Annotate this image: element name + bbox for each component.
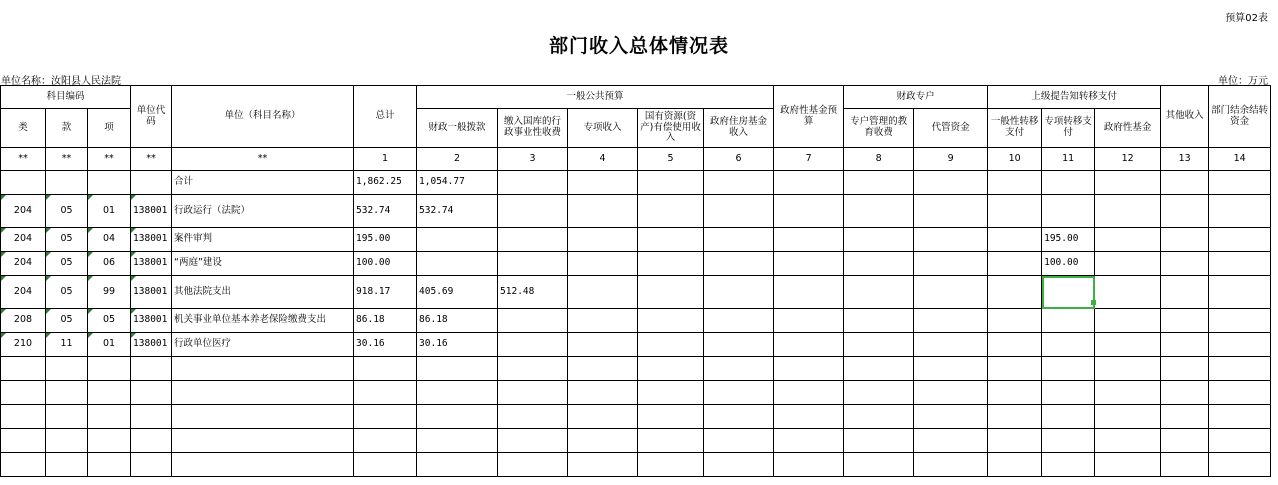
subject-name-cell[interactable]: 机关事业单位基本养老保险缴费支出 xyxy=(172,309,354,333)
lei-header[interactable]: 类 xyxy=(1,109,46,148)
xiang-cell[interactable]: 99 xyxy=(88,276,131,309)
data-cell[interactable] xyxy=(914,333,988,357)
data-cell[interactable] xyxy=(988,276,1042,309)
column-index-cell[interactable]: ** xyxy=(88,148,131,171)
data-cell[interactable] xyxy=(1209,309,1271,333)
other-income-header[interactable]: 其他收入 xyxy=(1161,86,1209,148)
empty-cell[interactable] xyxy=(131,453,172,477)
fiscal-special-account-header[interactable]: 财政专户 xyxy=(844,86,988,109)
empty-cell[interactable] xyxy=(46,429,88,453)
empty-cell[interactable] xyxy=(46,381,88,405)
data-cell[interactable] xyxy=(988,333,1042,357)
data-cell[interactable] xyxy=(914,276,988,309)
unit-code-cell[interactable]: 138001 xyxy=(131,309,172,333)
data-cell[interactable] xyxy=(844,309,914,333)
data-cell[interactable] xyxy=(1095,276,1161,309)
column-index-cell[interactable]: ** xyxy=(172,148,354,171)
empty-cell[interactable] xyxy=(1,405,46,429)
column-index-cell[interactable]: 7 xyxy=(774,148,844,171)
data-cell[interactable] xyxy=(844,252,914,276)
column-index-cell[interactable]: 2 xyxy=(417,148,498,171)
data-cell[interactable] xyxy=(1095,333,1161,357)
total-header[interactable]: 总计 xyxy=(354,86,417,148)
empty-cell[interactable] xyxy=(844,453,914,477)
fiscal-appropriation-cell[interactable]: 30.16 xyxy=(417,333,498,357)
empty-cell[interactable] xyxy=(354,381,417,405)
data-cell[interactable] xyxy=(774,171,844,195)
column-index-cell[interactable]: 6 xyxy=(704,148,774,171)
total-cell[interactable]: 195.00 xyxy=(354,228,417,252)
empty-cell[interactable] xyxy=(774,381,844,405)
empty-cell[interactable] xyxy=(172,453,354,477)
empty-cell[interactable] xyxy=(988,405,1042,429)
data-cell[interactable] xyxy=(638,333,704,357)
data-cell[interactable] xyxy=(1209,171,1271,195)
data-cell[interactable] xyxy=(774,309,844,333)
empty-cell[interactable] xyxy=(704,453,774,477)
page-title: 部门收入总体情况表 xyxy=(548,35,729,57)
lei-cell[interactable]: 204 xyxy=(1,195,46,228)
total-cell[interactable]: 918.17 xyxy=(354,276,417,309)
empty-cell[interactable] xyxy=(774,405,844,429)
lei-cell[interactable]: 204 xyxy=(1,228,46,252)
table-row xyxy=(1,333,1271,357)
data-cell[interactable] xyxy=(844,228,914,252)
empty-cell[interactable] xyxy=(498,381,568,405)
data-cell[interactable] xyxy=(1161,333,1209,357)
lei-cell[interactable]: 204 xyxy=(1,252,46,276)
empty-cell[interactable] xyxy=(131,357,172,381)
empty-cell[interactable] xyxy=(1042,453,1095,477)
data-cell[interactable] xyxy=(704,195,774,228)
xiang-header[interactable]: 项 xyxy=(88,109,131,148)
column-index-cell[interactable]: 3 xyxy=(498,148,568,171)
column-index-cell[interactable]: 5 xyxy=(638,148,704,171)
data-cell[interactable] xyxy=(1161,309,1209,333)
data-cell[interactable] xyxy=(1209,252,1271,276)
empty-cell[interactable] xyxy=(131,381,172,405)
empty-cell[interactable] xyxy=(498,429,568,453)
empty-cell[interactable] xyxy=(704,381,774,405)
empty-cell[interactable] xyxy=(914,453,988,477)
empty-cell[interactable] xyxy=(1209,429,1271,453)
data-cell[interactable] xyxy=(1161,276,1209,309)
column-index-cell[interactable]: ** xyxy=(131,148,172,171)
empty-cell[interactable] xyxy=(844,381,914,405)
empty-cell[interactable] xyxy=(844,429,914,453)
table-row xyxy=(1,171,1271,195)
empty-cell[interactable] xyxy=(172,429,354,453)
data-cell[interactable] xyxy=(774,252,844,276)
empty-cell[interactable] xyxy=(1209,405,1271,429)
data-cell[interactable] xyxy=(1209,228,1271,252)
fiscal-appropriation-header[interactable]: 财政一般拨款 xyxy=(417,109,498,148)
data-cell[interactable] xyxy=(914,171,988,195)
empty-cell[interactable] xyxy=(914,405,988,429)
data-cell[interactable] xyxy=(704,228,774,252)
lei-cell[interactable]: 210 xyxy=(1,333,46,357)
empty-cell[interactable] xyxy=(914,429,988,453)
empty-cell[interactable] xyxy=(1209,453,1271,477)
column-index-cell[interactable]: 12 xyxy=(1095,148,1161,171)
kuan-cell[interactable]: 05 xyxy=(46,252,88,276)
xiang-cell[interactable]: 01 xyxy=(88,333,131,357)
empty-cell[interactable] xyxy=(354,453,417,477)
empty-cell[interactable] xyxy=(1,357,46,381)
unit-subject-name-header[interactable]: 单位（科目名称） xyxy=(172,86,354,148)
data-cell[interactable] xyxy=(638,276,704,309)
fiscal-appropriation-cell[interactable]: 532.74 xyxy=(417,195,498,228)
empty-cell[interactable] xyxy=(88,357,131,381)
empty-cell[interactable] xyxy=(88,429,131,453)
column-index-cell[interactable]: 4 xyxy=(568,148,638,171)
xiang-cell[interactable]: 01 xyxy=(88,195,131,228)
column-index-cell[interactable]: ** xyxy=(46,148,88,171)
treasury-admin-fees-cell[interactable] xyxy=(498,171,568,195)
empty-cell[interactable] xyxy=(568,357,638,381)
kuan-cell[interactable] xyxy=(46,171,88,195)
data-cell[interactable] xyxy=(568,228,638,252)
kuan-cell[interactable]: 11 xyxy=(46,333,88,357)
data-cell[interactable] xyxy=(704,171,774,195)
empty-cell[interactable] xyxy=(172,381,354,405)
lei-cell[interactable]: 204 xyxy=(1,276,46,309)
xiang-cell[interactable]: 05 xyxy=(88,309,131,333)
lei-cell[interactable] xyxy=(1,171,46,195)
unit-code-cell[interactable]: 138001 xyxy=(131,276,172,309)
special-transfer-cell[interactable]: 100.00 xyxy=(1042,252,1095,276)
data-cell[interactable] xyxy=(914,309,988,333)
empty-cell[interactable] xyxy=(638,405,704,429)
data-cell[interactable] xyxy=(704,276,774,309)
subject-name-cell[interactable]: 案件审判 xyxy=(172,228,354,252)
data-cell[interactable] xyxy=(638,228,704,252)
subject-name-cell[interactable]: 行政运行（法院） xyxy=(172,195,354,228)
empty-row xyxy=(1,357,1271,381)
data-cell[interactable] xyxy=(568,171,638,195)
gov-fund-budget-header[interactable]: 政府性基金预算 xyxy=(774,86,844,148)
total-cell[interactable]: 532.74 xyxy=(354,195,417,228)
empty-cell[interactable] xyxy=(1095,429,1161,453)
empty-cell[interactable] xyxy=(417,405,498,429)
empty-cell[interactable] xyxy=(498,405,568,429)
empty-row xyxy=(1,381,1271,405)
data-cell[interactable] xyxy=(568,276,638,309)
empty-cell[interactable] xyxy=(46,453,88,477)
special-transfer-header[interactable]: 专项转移支付 xyxy=(1042,109,1095,148)
data-cell[interactable] xyxy=(774,228,844,252)
kuan-cell[interactable]: 05 xyxy=(46,195,88,228)
empty-cell[interactable] xyxy=(354,405,417,429)
xiang-cell[interactable]: 04 xyxy=(88,228,131,252)
empty-cell[interactable] xyxy=(638,429,704,453)
empty-cell[interactable] xyxy=(498,357,568,381)
special-transfer-cell[interactable] xyxy=(1042,309,1095,333)
empty-cell[interactable] xyxy=(568,429,638,453)
empty-cell[interactable] xyxy=(1,429,46,453)
data-cell[interactable] xyxy=(704,309,774,333)
empty-cell[interactable] xyxy=(1042,429,1095,453)
empty-cell[interactable] xyxy=(1161,405,1209,429)
empty-cell[interactable] xyxy=(844,405,914,429)
data-cell[interactable] xyxy=(844,195,914,228)
fiscal-appropriation-cell[interactable]: 1,054.77 xyxy=(417,171,498,195)
unit-code-cell[interactable]: 138001 xyxy=(131,252,172,276)
empty-cell[interactable] xyxy=(1042,381,1095,405)
data-cell[interactable] xyxy=(704,333,774,357)
data-cell[interactable] xyxy=(638,171,704,195)
data-cell[interactable] xyxy=(1161,228,1209,252)
upper-transfer-header[interactable]: 上级提告知转移支付 xyxy=(988,86,1161,109)
special-transfer-cell[interactable] xyxy=(1042,171,1095,195)
empty-cell[interactable] xyxy=(568,405,638,429)
empty-cell[interactable] xyxy=(638,453,704,477)
data-cell[interactable] xyxy=(568,333,638,357)
empty-cell[interactable] xyxy=(131,429,172,453)
special-transfer-cell[interactable] xyxy=(1042,333,1095,357)
income-table xyxy=(0,85,1271,477)
data-cell[interactable] xyxy=(568,309,638,333)
empty-cell[interactable] xyxy=(988,381,1042,405)
unit-code-header[interactable]: 单位代码 xyxy=(131,86,172,148)
xiang-cell[interactable]: 06 xyxy=(88,252,131,276)
unit-code-cell[interactable] xyxy=(131,171,172,195)
special-transfer-cell[interactable]: 195.00 xyxy=(1042,228,1095,252)
empty-cell[interactable] xyxy=(1095,453,1161,477)
empty-cell[interactable] xyxy=(1161,357,1209,381)
fiscal-appropriation-cell[interactable] xyxy=(417,252,498,276)
empty-cell[interactable] xyxy=(354,357,417,381)
empty-cell[interactable] xyxy=(568,453,638,477)
table-row xyxy=(1,195,1271,228)
empty-cell[interactable] xyxy=(1,381,46,405)
empty-cell[interactable] xyxy=(638,381,704,405)
column-index-cell[interactable]: 14 xyxy=(1209,148,1271,171)
data-cell[interactable] xyxy=(568,195,638,228)
empty-cell[interactable] xyxy=(844,357,914,381)
data-cell[interactable] xyxy=(988,195,1042,228)
empty-cell[interactable] xyxy=(131,405,172,429)
table-row xyxy=(1,309,1271,333)
data-cell[interactable] xyxy=(638,252,704,276)
treasury-admin-fees-cell[interactable] xyxy=(498,309,568,333)
table-row xyxy=(1,228,1271,252)
data-cell[interactable] xyxy=(1095,171,1161,195)
empty-row xyxy=(1,429,1271,453)
empty-row xyxy=(1,405,1271,429)
empty-cell[interactable] xyxy=(1161,381,1209,405)
lei-cell[interactable]: 208 xyxy=(1,309,46,333)
data-cell[interactable] xyxy=(638,195,704,228)
empty-cell[interactable] xyxy=(704,405,774,429)
data-cell[interactable] xyxy=(774,276,844,309)
kuan-cell[interactable]: 05 xyxy=(46,276,88,309)
kuan-cell[interactable]: 05 xyxy=(46,228,88,252)
empty-cell[interactable] xyxy=(88,405,131,429)
unit-measure: 单位：万元 xyxy=(1218,76,1268,87)
data-cell[interactable] xyxy=(1095,195,1161,228)
empty-cell[interactable] xyxy=(46,405,88,429)
column-index-cell[interactable]: 11 xyxy=(1042,148,1095,171)
empty-cell[interactable] xyxy=(774,453,844,477)
subject-name-cell[interactable]: 合计 xyxy=(172,171,354,195)
subject-name-cell[interactable]: “两庭”建设 xyxy=(172,252,354,276)
data-cell[interactable] xyxy=(988,171,1042,195)
empty-cell[interactable] xyxy=(46,357,88,381)
empty-cell[interactable] xyxy=(417,357,498,381)
column-index-cell[interactable]: 10 xyxy=(988,148,1042,171)
empty-cell[interactable] xyxy=(914,381,988,405)
table-row xyxy=(1,276,1271,309)
column-index-cell[interactable]: 8 xyxy=(844,148,914,171)
empty-cell[interactable] xyxy=(88,381,131,405)
empty-cell[interactable] xyxy=(1042,357,1095,381)
empty-cell[interactable] xyxy=(988,429,1042,453)
empty-cell[interactable] xyxy=(568,381,638,405)
empty-cell[interactable] xyxy=(88,453,131,477)
selection-fill-handle[interactable] xyxy=(1091,300,1096,305)
gov-housing-fund-header[interactable]: 政府住房基金收入 xyxy=(704,109,774,148)
unit-code-cell[interactable]: 138001 xyxy=(131,195,172,228)
header-row-1 xyxy=(1,86,1271,109)
managed-funds-header[interactable]: 代管资金 xyxy=(914,109,988,148)
total-cell[interactable]: 30.16 xyxy=(354,333,417,357)
empty-cell[interactable] xyxy=(988,357,1042,381)
state-asset-paid-use-header[interactable]: 国有资源(资产)有偿使用收入 xyxy=(638,109,704,148)
empty-cell[interactable] xyxy=(417,381,498,405)
empty-cell[interactable] xyxy=(1209,381,1271,405)
empty-cell[interactable] xyxy=(417,453,498,477)
carryover-header[interactable]: 部门结余结转资金 xyxy=(1209,86,1271,148)
empty-cell[interactable] xyxy=(1,453,46,477)
kuan-header[interactable]: 款 xyxy=(46,109,88,148)
data-cell[interactable] xyxy=(844,333,914,357)
fiscal-appropriation-cell[interactable] xyxy=(417,228,498,252)
empty-cell[interactable] xyxy=(1095,405,1161,429)
subject-name-cell[interactable]: 其他法院支出 xyxy=(172,276,354,309)
empty-cell[interactable] xyxy=(172,405,354,429)
total-cell[interactable]: 86.18 xyxy=(354,309,417,333)
empty-cell[interactable] xyxy=(1042,405,1095,429)
empty-cell[interactable] xyxy=(1161,453,1209,477)
data-cell[interactable] xyxy=(1209,333,1271,357)
data-cell[interactable] xyxy=(568,252,638,276)
gov-fund-header[interactable]: 政府性基金 xyxy=(1095,109,1161,148)
data-cell[interactable] xyxy=(914,252,988,276)
data-cell[interactable] xyxy=(844,276,914,309)
data-cell[interactable] xyxy=(988,309,1042,333)
treasury-admin-fees-cell[interactable] xyxy=(498,252,568,276)
treasury-admin-fees-cell[interactable] xyxy=(498,228,568,252)
data-cell[interactable] xyxy=(914,228,988,252)
column-index-cell[interactable]: 9 xyxy=(914,148,988,171)
empty-cell[interactable] xyxy=(172,357,354,381)
column-index-cell[interactable]: ** xyxy=(1,148,46,171)
empty-cell[interactable] xyxy=(498,453,568,477)
data-cell[interactable] xyxy=(1161,171,1209,195)
data-cell[interactable] xyxy=(844,171,914,195)
special-transfer-cell[interactable] xyxy=(1042,195,1095,228)
data-cell[interactable] xyxy=(914,195,988,228)
treasury-admin-fees-cell[interactable] xyxy=(498,195,568,228)
total-cell[interactable]: 1,862.25 xyxy=(354,171,417,195)
column-index-row xyxy=(1,148,1271,171)
empty-cell[interactable] xyxy=(774,357,844,381)
data-cell[interactable] xyxy=(1161,252,1209,276)
data-cell[interactable] xyxy=(1095,309,1161,333)
data-cell[interactable] xyxy=(1161,195,1209,228)
general-public-budget-header[interactable]: 一般公共预算 xyxy=(417,86,774,109)
treasury-admin-fees-cell[interactable] xyxy=(498,333,568,357)
kuan-cell[interactable]: 05 xyxy=(46,309,88,333)
total-cell[interactable]: 100.00 xyxy=(354,252,417,276)
empty-cell[interactable] xyxy=(1209,357,1271,381)
data-cell[interactable] xyxy=(988,252,1042,276)
empty-cell[interactable] xyxy=(988,453,1042,477)
empty-cell[interactable] xyxy=(638,357,704,381)
empty-cell[interactable] xyxy=(1161,429,1209,453)
empty-cell[interactable] xyxy=(1095,357,1161,381)
data-cell[interactable] xyxy=(774,195,844,228)
fiscal-appropriation-cell[interactable]: 86.18 xyxy=(417,309,498,333)
empty-cell[interactable] xyxy=(417,429,498,453)
column-index-cell[interactable]: 13 xyxy=(1161,148,1209,171)
data-cell[interactable] xyxy=(1095,228,1161,252)
subject-code-header[interactable]: 科目编码 xyxy=(1,86,131,109)
unit-name: 单位名称：汝阳县人民法院 xyxy=(1,76,121,87)
treasury-admin-fees-cell[interactable]: 512.48 xyxy=(498,276,568,309)
empty-row xyxy=(1,453,1271,477)
data-cell[interactable] xyxy=(638,309,704,333)
data-cell[interactable] xyxy=(704,252,774,276)
data-cell[interactable] xyxy=(988,228,1042,252)
treasury-admin-fees-header[interactable]: 缴入国库的行政事业性收费 xyxy=(498,109,568,148)
empty-cell[interactable] xyxy=(704,357,774,381)
empty-cell[interactable] xyxy=(704,429,774,453)
empty-cell[interactable] xyxy=(914,357,988,381)
empty-cell[interactable] xyxy=(774,429,844,453)
fiscal-appropriation-cell[interactable]: 405.69 xyxy=(417,276,498,309)
data-cell[interactable] xyxy=(774,333,844,357)
table-row xyxy=(1,252,1271,276)
report-code: 预算02表 xyxy=(1225,13,1268,24)
empty-cell[interactable] xyxy=(354,429,417,453)
education-fees-special-header[interactable]: 专户管理的教育收费 xyxy=(844,109,914,148)
unit-code-cell[interactable]: 138001 xyxy=(131,333,172,357)
unit-code-cell[interactable]: 138001 xyxy=(131,228,172,252)
general-transfer-header[interactable]: 一般性转移支付 xyxy=(988,109,1042,148)
data-cell[interactable] xyxy=(1095,252,1161,276)
data-cell[interactable] xyxy=(1209,276,1271,309)
subject-name-cell[interactable]: 行政单位医疗 xyxy=(172,333,354,357)
data-cell[interactable] xyxy=(1209,195,1271,228)
selected-cell[interactable] xyxy=(1042,276,1095,309)
column-index-cell[interactable]: 1 xyxy=(354,148,417,171)
xiang-cell[interactable] xyxy=(88,171,131,195)
empty-cell[interactable] xyxy=(1095,381,1161,405)
special-income-header[interactable]: 专项收入 xyxy=(568,109,638,148)
